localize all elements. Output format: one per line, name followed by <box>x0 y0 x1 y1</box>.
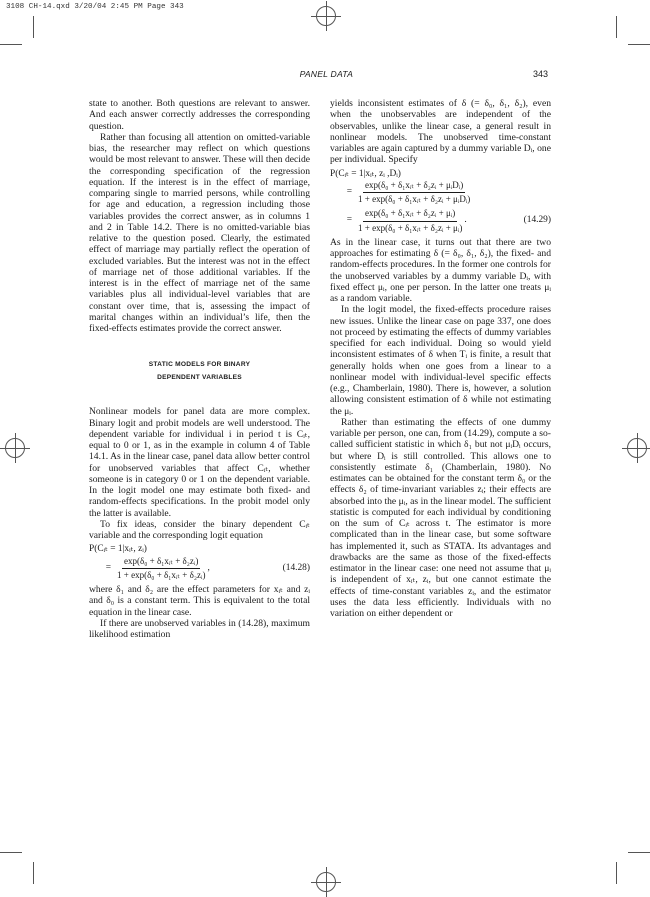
paragraph: where δ₁ and δ₂ are the effect parameters for xᵢₜ and zᵢ and δ₀ is a constant term. This is equivalent to the total equation in the linear case. <box>89 584 310 618</box>
equation-14-29 <box>330 169 551 234</box>
left-column <box>89 98 310 640</box>
right-column <box>330 98 551 619</box>
fraction <box>115 555 210 582</box>
paragraph: To fix ideas, consider the binary dependent Cᵢₜ variable and the corresponding logit equation <box>89 518 310 541</box>
crop-mark-bottom-left-h <box>0 852 22 853</box>
crop-mark-top-right-v <box>616 16 617 38</box>
equals-sign: = <box>105 562 111 573</box>
paragraph: Rather than focusing all attention on omitted-variable bias, the researcher may reflect on which questions would be most relevant to answer. These will then decide the corresponding specification of the regression equation. If the interest is in the effect of marriage, comparing single to married persons, while controlling for age and education, a regression including those variables provides the correct answer, as in columns 1 and 2 in Table 14.2. There is no omitted-variable bias relative to the question posed. Clearly, the estimated effect of marriage may partially reflect the operation of excluded variables. But the interest was not in the effect of marriage net of those additional variables. If the interest is in the effect of marriage net of the same variables plus all individual-level variables that are constant over time, that is, assessing the impact of marital changes within an individual’s life, then the fixed-effects estimates provide the correct answer. <box>89 131 310 334</box>
registration-mark-left <box>5 438 25 458</box>
period: . <box>464 215 467 226</box>
registration-mark-right <box>627 438 647 458</box>
running-head-title: PANEL DATA <box>299 69 353 79</box>
equation-number: (14.28) <box>282 562 310 573</box>
fraction-numerator: exp(δ₀ + δ₁xᵢₜ + δ₂zᵢ + μᵢDᵢ) <box>363 180 465 193</box>
page-number: 343 <box>532 69 548 79</box>
fraction <box>356 180 472 206</box>
crop-mark-top-right-h <box>628 44 650 45</box>
equation-14-28 <box>89 544 310 581</box>
crop-mark-bottom-right-v <box>616 862 617 884</box>
equation-lhs: P(Cᵢₜ = 1|xᵢₜ, zᵢ ,Dᵢ) <box>330 168 401 179</box>
equation-row <box>330 208 551 234</box>
fraction-numerator: exp(δ₀ + δ₁xᵢₜ + δ₂zᵢ) <box>122 556 200 569</box>
equation-number: (14.29) <box>523 215 551 226</box>
fraction-denominator: 1 + exp(δ₀ + δ₁xᵢₜ + δ₂zᵢ + μᵢDᵢ) <box>358 194 471 204</box>
equals-sign: = <box>346 186 352 197</box>
crop-mark-top-left-v <box>33 16 34 38</box>
section-heading-line: STATIC MODELS FOR BINARY <box>148 361 251 369</box>
crop-mark-bottom-right-h <box>628 852 650 853</box>
paragraph: state to another. Both questions are relevant to answer. And each answer correctly addresses the corresponding question. <box>89 98 310 132</box>
paragraph: If there are unobserved variables in (14.28), maximum likelihood estimation <box>89 617 310 640</box>
fraction <box>356 208 467 234</box>
print-slug: 3108 CH-14.qxd 3/20/04 2:45 PM Page 343 <box>6 3 184 11</box>
paragraph: As in the linear case, it turns out that there are two approaches for estimating δ (= δ₀, δ₁, δ₂), the fixed- and random-effects procedures. In the former one controls for the unobserved variables by a dummy variable Dᵢ, with fixed effect μᵢ, one per person. In the latter one treats μᵢ as a random variable. <box>330 236 551 304</box>
crop-mark-bottom-left-v <box>33 862 34 884</box>
equation-row <box>330 180 551 206</box>
fraction-denominator: 1 + exp(δ₀ + δ₁xᵢₜ + δ₂zᵢ) <box>117 569 206 580</box>
paragraph: In the logit model, the fixed-effects procedure raises new issues. Unlike the linear case on page 337, one does not proceed by estimating the effects of dummy variables specified for each individual. Doing so would yield inconsistent estimates of δ when Tᵢ is finite, a result that generally holds when one goes from a linear to a nonlinear model with individual-level specific effects (e.g., Chamberlain, 1980). There is, however, a solution allowing consistent estimation of δ while not estimating the μᵢ. <box>330 304 551 417</box>
paragraph: yields inconsistent estimates of δ (= δ₀, δ₁, δ₂), even when the unobservables are independent of the observables, unlike the linear case, a general result in nonlinear models. The unobserved time-constant variables are again captured by a dummy variable Dᵢ, one per individual. Specify <box>330 98 551 166</box>
fraction-numerator: exp(δ₀ + δ₁xᵢₜ + δ₂zᵢ + μᵢ) <box>363 208 457 221</box>
equation-lhs: P(Cᵢₜ = 1|xᵢₜ, zᵢ) <box>89 544 147 555</box>
equation-row <box>89 556 310 582</box>
comma: , <box>207 562 210 573</box>
equals-sign: = <box>346 215 352 226</box>
registration-mark-top <box>316 6 336 26</box>
section-heading-line: DEPENDENT VARIABLES <box>157 374 242 382</box>
paragraph: Nonlinear models for panel data are more complex. Binary logit and probit models are well understood. The dependent variable for individual i in period t is Cᵢₜ, equal to 0 or 1, as in the example in column 4 of Table 14.1. As in the linear case, panel data allow better control for unobserved variables that affect Cᵢₜ, whether someone is in category 0 or 1 on the dependent variable. In the logit model one may estimate both fixed- and random-effects specifications. In the probit model only the latter is available. <box>89 406 310 519</box>
fraction-denominator: 1 + exp(δ₀ + δ₁xᵢₜ + δ₂zᵢ + μᵢ) <box>358 222 463 233</box>
running-head <box>0 69 650 81</box>
registration-mark-bottom <box>316 872 336 892</box>
section-heading <box>89 358 310 384</box>
crop-mark-top-left-h <box>0 44 22 45</box>
paragraph: Rather than estimating the effects of one dummy variable per person, one can, from (14.29), compute a so-called sufficient statistic in which δ₁ but not μᵢDᵢ occurs, but where Dᵢ is still controlled. This allows one to consistently estimate δ₁ (Chamberlain, 1980). No estimates can be obtained for the constant term δ₀ or the effects δ₂ of time-invariant variables zᵢ; their effects are absorbed into the μᵢ, as in the linear model. The sufficient statistic is computed for each individual by conditioning on the sum of Cᵢₜ across t. The estimator is more complicated than in the linear case, but some software has implemented it, such as STATA. Its advantages and drawbacks are the same as those of the fixed-effects estimator in the linear case: one need not assume that μᵢ is independent of xᵢₜ, zᵢ, but one cannot estimate the effects of time-constant variables zᵢ, and the estimator uses the data less efficiently. Individuals with no variation on either dependent or <box>330 416 551 619</box>
